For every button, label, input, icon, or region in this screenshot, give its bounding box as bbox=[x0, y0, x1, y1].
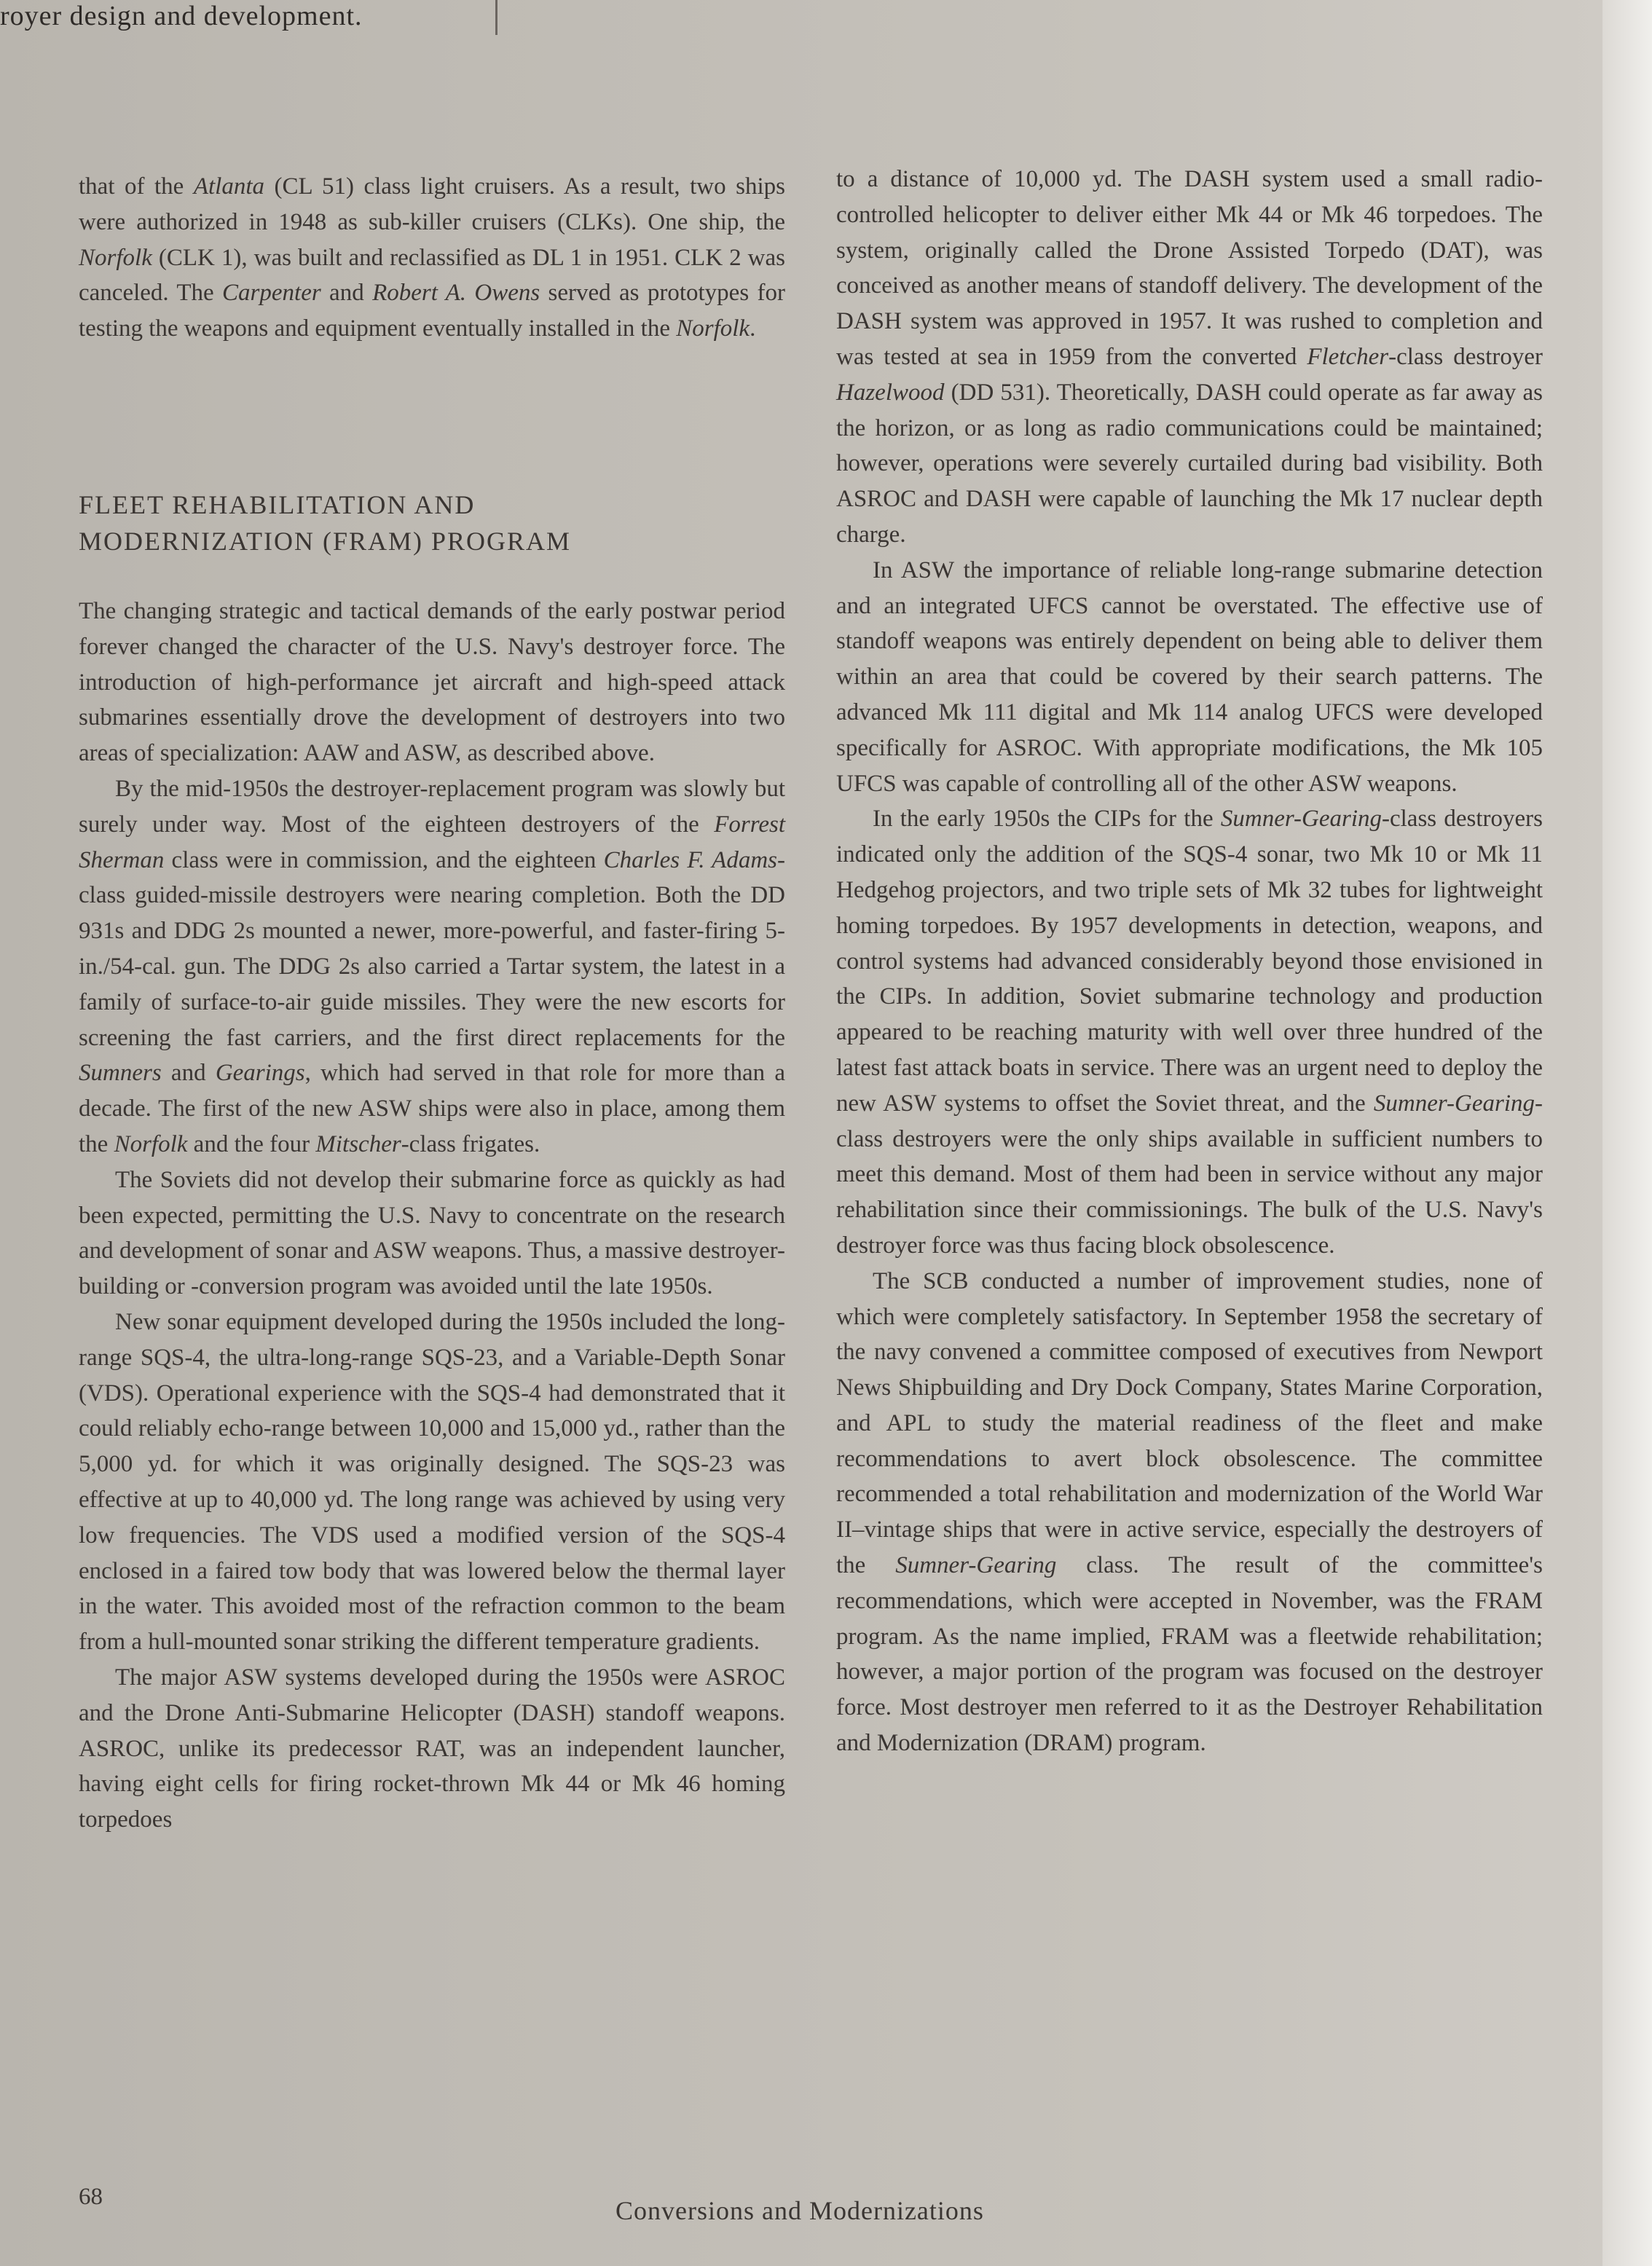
footer-title: Conversions and Modernizations bbox=[615, 2196, 984, 2225]
ship-name: Robert A. Owens bbox=[372, 280, 540, 307]
paragraph: The Soviets did not develop their submarine force as quickly as had been expected, permitting the U.S. Navy to concentrate on the research and development of sonar and ASW weapons. Thus, a massive destroyer-building or -conversion program was avoided until the late 1950s. bbox=[79, 1166, 785, 1300]
ship-name: Sumner-Gearing bbox=[1220, 806, 1382, 833]
text-span: (DD 531). Theoretically, DASH could operate as far away as the horizon, or as long as radio communications could be maintained; however, operations were severely curtailed during bad visibility. Both ASROC and DASH were capable of launching the Mk 17 nuclear depth charge. bbox=[836, 379, 1543, 548]
text-span: -class destroyers indicated only the addition of the SQS-4 sonar, two Mk 10 or Mk 11 Hedgehog projectors, and two triple sets of Mk 32 tubes for lightweight homing torpedoes. By 1957 developments in detection, weapons, and control systems had advanced considerably beyond those envisioned in the CIPs. In addition, Soviet submarine technology and production appeared to be reaching maturity with well over three hundred of the latest fast attack boats in service. There was an urgent need to deploy the new ASW systems to offset the Soviet threat, and the bbox=[836, 806, 1543, 1117]
ship-name: Forrest Sherman bbox=[79, 811, 785, 873]
text-span: and the four bbox=[187, 1130, 316, 1157]
ship-name: Hazelwood bbox=[836, 379, 945, 406]
text-span: (CL 51) class light cruisers. As a result, two ships were authorized in 1948 as sub-killer cruisers (CLKs). One ship, the bbox=[79, 173, 785, 235]
paragraph bbox=[79, 771, 785, 1162]
text-span: (CLK 1), was built and reclassified as DL 1 in 1951. CLK 2 was canceled. The bbox=[79, 244, 785, 307]
ship-name: Sumner-Gearing bbox=[895, 1552, 1057, 1579]
left-column bbox=[79, 594, 785, 1838]
running-head-rule bbox=[495, 0, 497, 35]
section-heading-line-2: MODERNIZATION (FRAM) PROGRAM bbox=[79, 527, 572, 556]
text-span: By the mid-1950s the destroyer-replacement program was slowly but surely under way. Most of the eighteen destroyers of the bbox=[79, 775, 785, 838]
ship-name: Mitscher bbox=[315, 1130, 401, 1157]
ship-name: Sumners bbox=[79, 1060, 162, 1087]
text-span: to a distance of 10,000 yd. The DASH system used a small radio-controlled helicopter to deliver either Mk 44 or Mk 46 torpedoes. The system, originally called the Drone Assisted Torpedo (DAT), was conceived as another means of standoff delivery. The development of the DASH system was approved in 1957. It was rushed to completion and was tested at sea in 1959 from the converted bbox=[836, 166, 1543, 370]
ship-name: Norfolk bbox=[79, 244, 152, 271]
paragraph: New sonar equipment developed during the 1950s included the long-range SQS-4, the ultra-long-range SQS-23, and a Variable-Depth Sonar (VDS). Operational experience with the SQS-4 had demonstrated that it could reliably echo-range between 10,000 and 15,000 yd., rather than the 5,000 yd. for which it was originally designed. The SQS-23 was effective at up to 40,000 yd. The long range was achieved by using very low frequencies. The VDS used a modified version of the SQS-4 enclosed in a faired tow body that was lowered below the thermal layer in the water. This avoided most of the refraction common to the beam from a hull-mounted sonar striking the different temperature gradients. bbox=[79, 1308, 785, 1656]
right-column bbox=[836, 162, 1543, 1761]
text-span: -class destroyers were the only ships available in sufficient numbers to meet this demand. Most of them had been in service without any major rehabilitation since their commissionings. The bulk of the U.S. Navy's destroyer force was thus facing block obsolescence. bbox=[836, 1090, 1543, 1259]
paragraph bbox=[836, 801, 1543, 1263]
text-span: , which had served in that role for more than a decade. The first of the new ASW ships were also in place, among them the bbox=[79, 1060, 785, 1157]
ship-name: Charles F. Adams bbox=[603, 846, 777, 873]
top-paragraph-text bbox=[79, 169, 785, 347]
paragraph: The major ASW systems developed during the 1950s were ASROC and the Drone Anti-Submarine Helicopter (DASH) standoff weapons. ASROC, unlike its predecessor RAT, was an independent launcher, having eight cells for firing rocket-thrown Mk 44 or Mk 46 homing torpedoes bbox=[79, 1664, 785, 1833]
ship-name: Norfolk bbox=[676, 315, 750, 342]
text-span: -class guided-missile destroyers were nearing completion. Both the DD 931s and DDG 2s mounted a newer, more-powerful, and faster-firing 5-in./54-cal. gun. The DDG 2s also carried a Tartar system, the latest in a family of surface-to-air guide missiles. They were the new escorts for screening the fast carriers, and the first direct replacements for the bbox=[79, 846, 785, 1051]
paragraph bbox=[836, 1264, 1543, 1761]
ship-name: Norfolk bbox=[114, 1130, 188, 1157]
text-span: that of the bbox=[79, 173, 194, 200]
text-span: served as prototypes for testing the weapons and equipment eventually installed in the bbox=[79, 280, 785, 342]
page-edge bbox=[1602, 0, 1652, 2266]
text-span: class. The result of the committee's recommendations, which were accepted in November, was the FRAM program. As the name implied, FRAM was a fleetwide rehabilitation; however, a major portion of the program was focused on the destroyer force. Most destroyer men referred to it as the Destroyer Rehabilitation and Modernization (DRAM) program. bbox=[836, 1552, 1543, 1757]
ship-name: Sumner-Gearing bbox=[1373, 1090, 1535, 1117]
text-span: In the early 1950s the CIPs for the bbox=[873, 806, 1221, 833]
text-span: and bbox=[320, 280, 373, 307]
text-span: -class destroyer bbox=[1388, 343, 1543, 370]
ship-name: Fletcher bbox=[1307, 343, 1389, 370]
paragraph: The changing strategic and tactical demands of the early postwar period forever changed the character of the U.S. Navy's destroyer force. The introduction of high-performance jet aircraft and high-speed attack submarines essentially drove the development of destroyers into two areas of specialization: AAW and ASW, as described above. bbox=[79, 598, 785, 767]
ship-name: Carpenter bbox=[222, 280, 321, 307]
text-span: and bbox=[161, 1060, 216, 1087]
text-span: The SCB conducted a number of improvement studies, none of which were completely satisfactory. In September 1958 the secretary of the navy convened a committee composed of executives from Newport News Shipbuilding and Dry Dock Company, States Marine Corporation, and APL to study the material readiness of the fleet and make recommendations to avert block obsolescence. The committee recommended a total rehabilitation and modernization of the World War II–vintage ships that were in active service, especially the destroyers of the bbox=[836, 1267, 1543, 1579]
text-span: class were in commission, and the eighteen bbox=[164, 846, 604, 873]
paragraph bbox=[836, 162, 1543, 553]
page-number: 68 bbox=[79, 2184, 103, 2210]
running-head: royer design and development. bbox=[0, 1, 363, 31]
text-span: -class frigates. bbox=[401, 1130, 540, 1157]
paragraph: In ASW the importance of reliable long-range submarine detection and an integrated UFCS cannot be overstated. The effective use of standoff weapons was entirely dependent on being able to deliver them within an area that could be covered by their search patterns. The advanced Mk 111 digital and Mk 114 analog UFCS were developed specifically for ASROC. With appropriate modifications, the Mk 105 UFCS was capable of controlling all of the other ASW weapons. bbox=[836, 556, 1543, 797]
text-span: . bbox=[750, 315, 756, 342]
top-paragraph bbox=[79, 169, 785, 347]
ship-name: Atlanta bbox=[193, 173, 264, 200]
ship-name: Gearings bbox=[215, 1060, 305, 1087]
section-heading-line-1: FLEET REHABILITATION AND bbox=[79, 490, 476, 519]
section-heading bbox=[79, 487, 785, 559]
